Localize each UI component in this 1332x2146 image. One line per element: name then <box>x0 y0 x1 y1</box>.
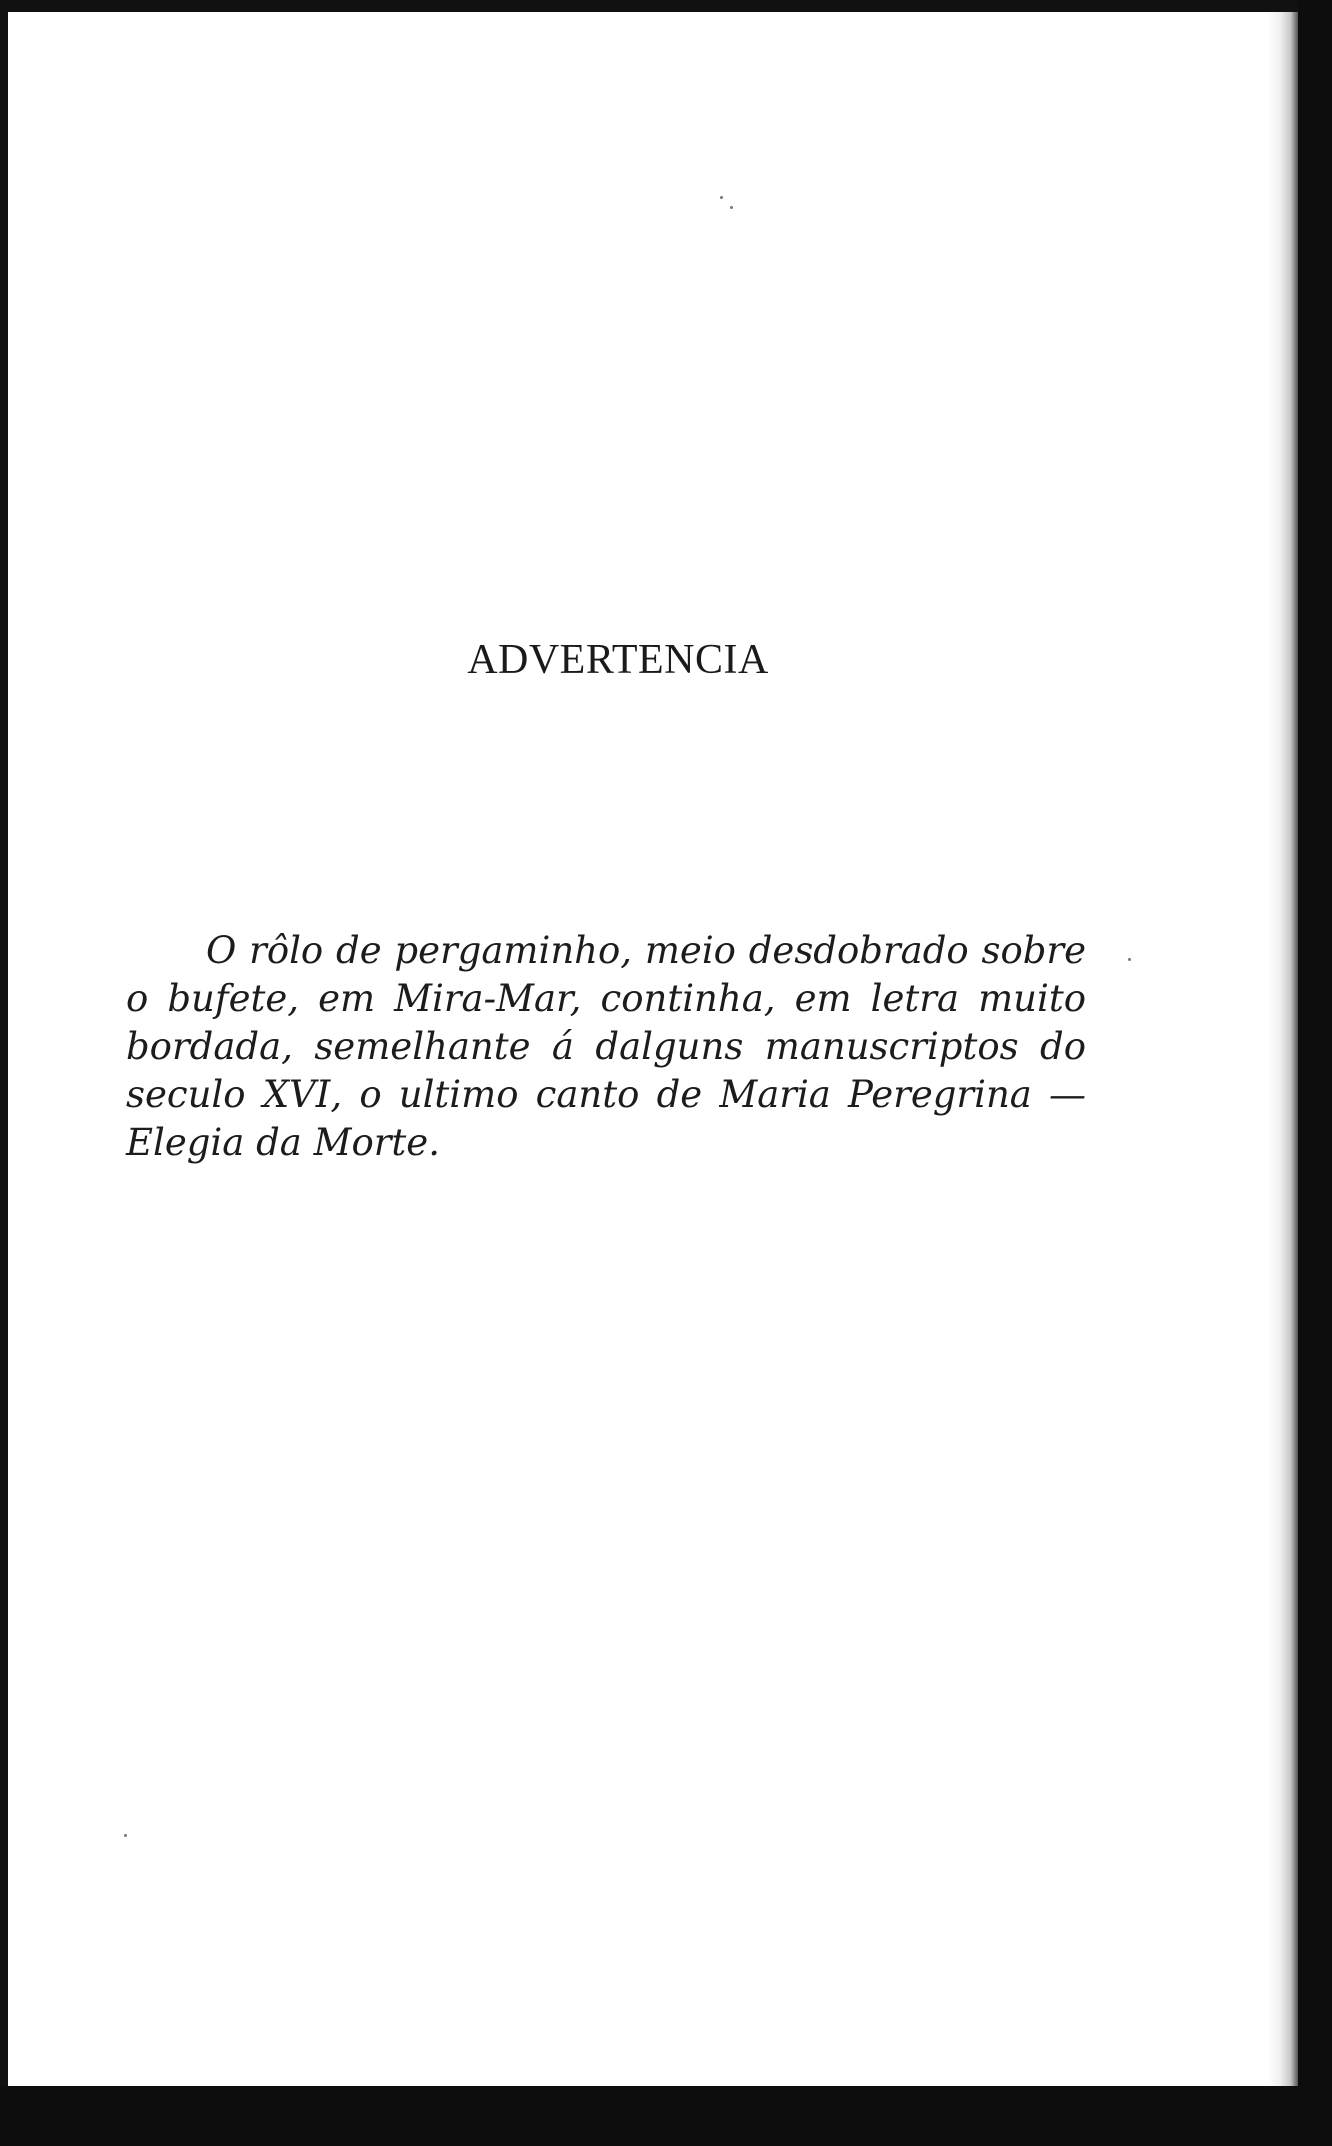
body-paragraph: O rôlo de pergaminho, meio desdobrado sobre o bufete, em Mira-Mar, continha, em letra muito bordada, semelhante á dalguns manuscriptos do seculo XVI, o ultimo canto de Maria Peregrina — Elegia da Morte. <box>126 929 1086 1164</box>
scan-border-top <box>0 0 1332 12</box>
scan-speck <box>730 206 733 209</box>
scan-speck <box>720 196 723 199</box>
scan-border-bottom <box>0 2086 1332 2146</box>
scan-border-left <box>0 0 8 2146</box>
book-page <box>8 12 1298 2086</box>
scan-speck <box>1128 958 1131 961</box>
page-fold-shadow <box>1268 12 1298 2086</box>
page-heading: ADVERTENCIA <box>467 637 769 683</box>
scan-speck <box>124 1834 127 1837</box>
scan-border-right <box>1298 0 1332 2146</box>
